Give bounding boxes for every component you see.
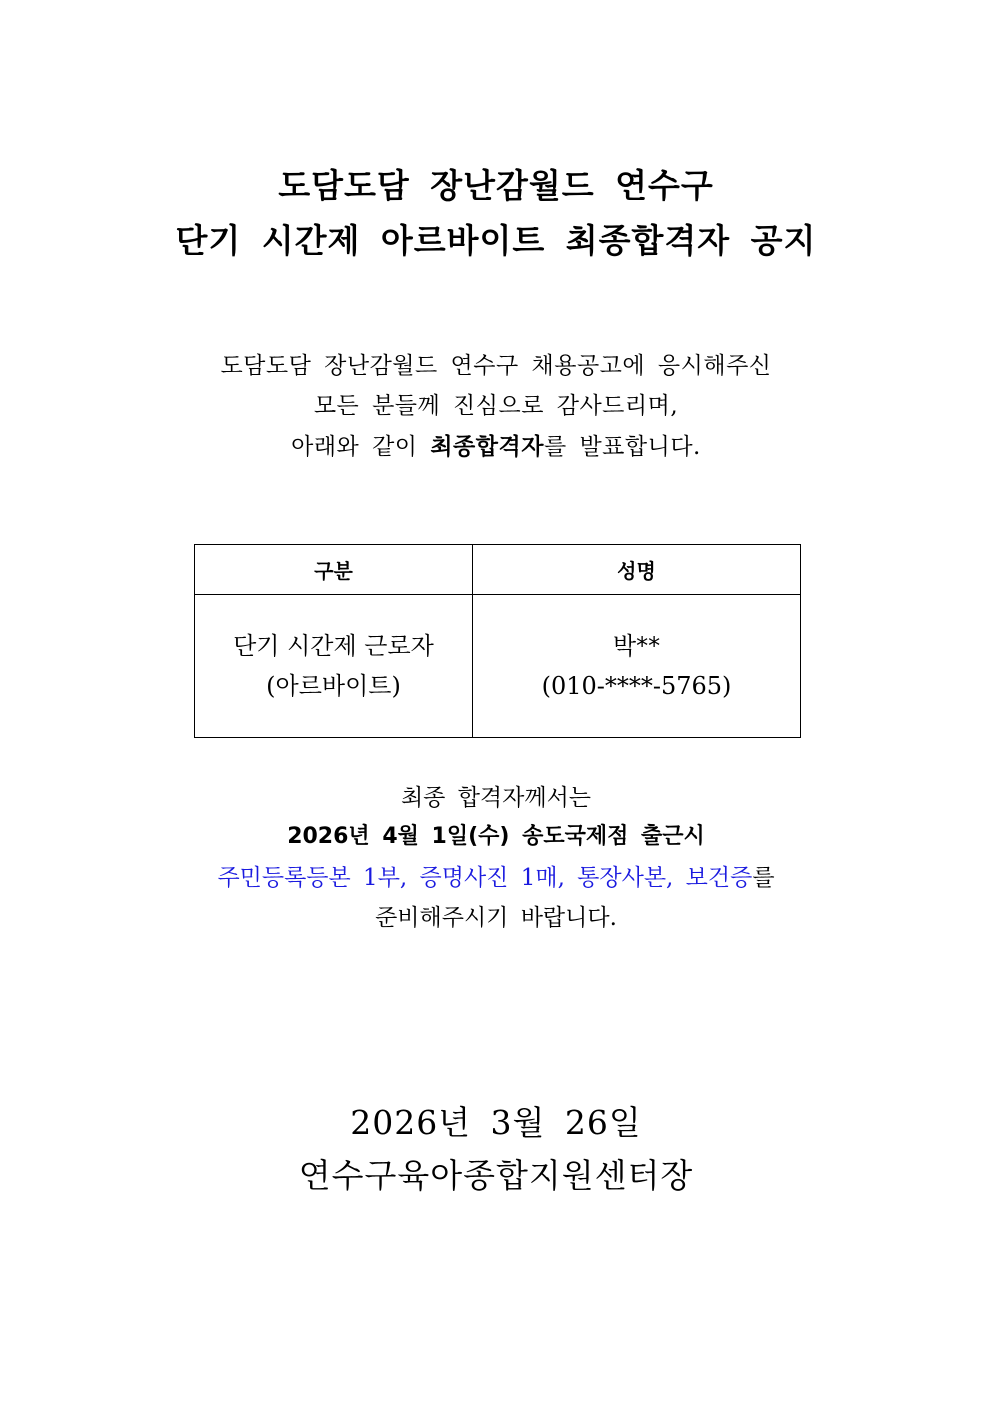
header-name: 성명	[473, 545, 801, 595]
intro-line3-suffix: 를 발표합니다.	[543, 434, 701, 460]
intro-line1: 도담도담 장난감월드 연수구 채용공고에 응시해주신	[220, 353, 772, 379]
closing-date: 2026년 3월 26일	[350, 1103, 642, 1142]
result-table	[194, 544, 801, 738]
applicant-phone: (010-****-5765)	[541, 672, 732, 700]
required-documents: 주민등록등본 1부, 증명사진 1매, 통장사본, 보건증	[217, 865, 753, 891]
table-row	[195, 595, 801, 738]
intro-line3-prefix: 아래와 같이	[291, 434, 431, 460]
notice-title-line2: 단기 시간제 아르바이트 최종합격자 공지	[175, 221, 817, 260]
closing-signature: 연수구육아종합지원센터장	[298, 1156, 694, 1195]
notice-line2: 2026년 4월 1일(수) 송도국제점 출근시	[287, 824, 705, 849]
notice-line4: 준비해주시기 바랍니다.	[375, 905, 617, 931]
header-category: 구분	[195, 545, 473, 595]
notice-line3-suffix: 를	[752, 865, 775, 891]
cell-name	[473, 595, 801, 738]
category-line1: 단기 시간제 근로자	[233, 632, 434, 660]
notice-line3	[0, 859, 992, 892]
intro-line3	[0, 428, 992, 461]
table-header-row	[195, 545, 801, 595]
intro-line2: 모든 분들께 진심으로 감사드리며,	[313, 393, 679, 419]
notice-title-line1: 도담도담 장난감월드 연수구	[278, 166, 714, 205]
cell-category	[195, 595, 473, 738]
notice-line1: 최종 합격자께서는	[400, 785, 592, 811]
intro-line3-bold: 최종합격자	[430, 433, 544, 460]
category-line2: (아르바이트)	[266, 672, 401, 700]
applicant-name: 박**	[612, 632, 661, 660]
